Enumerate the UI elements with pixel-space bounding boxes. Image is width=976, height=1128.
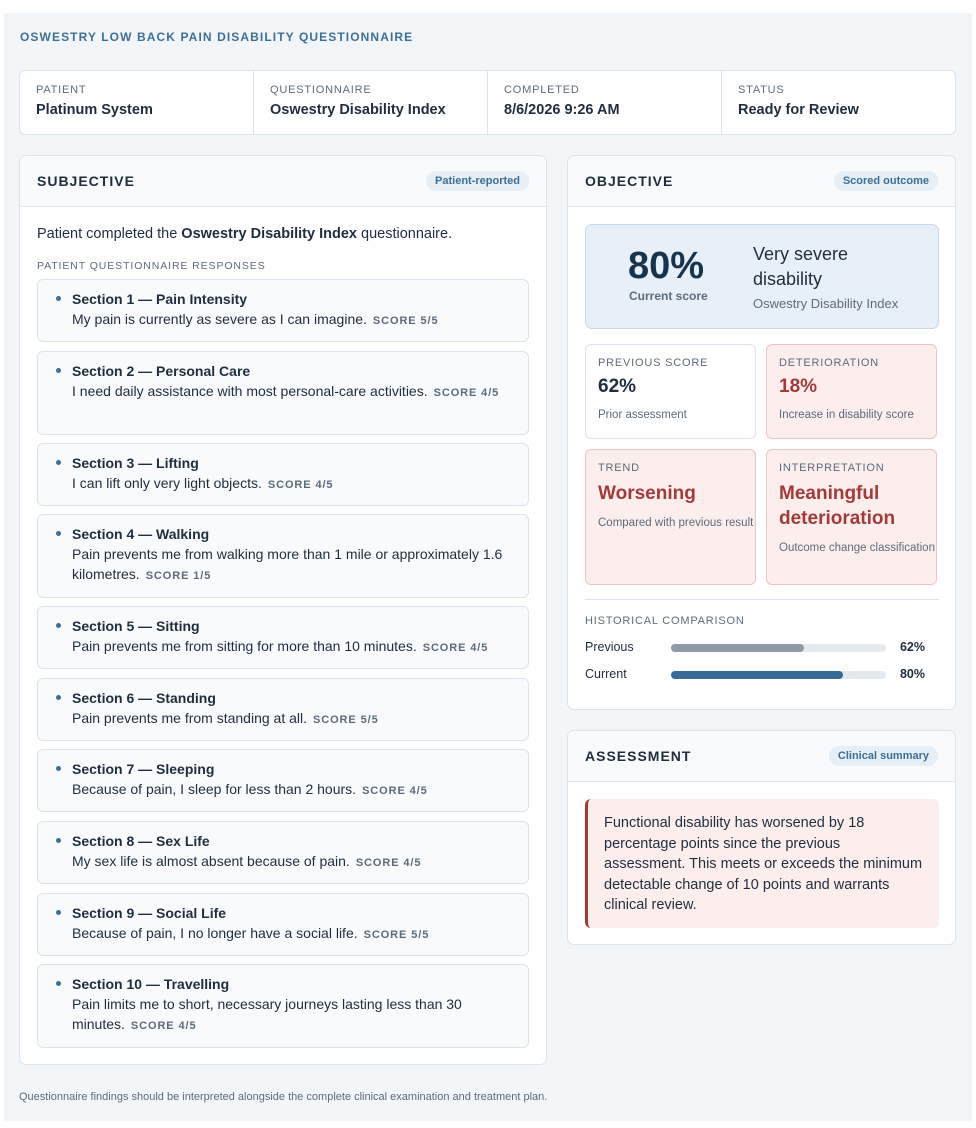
tile-label: PREVIOUS SCORE xyxy=(598,357,709,369)
response-item xyxy=(37,821,529,884)
response-score: SCORE 5/5 xyxy=(363,929,430,941)
info-label: STATUS xyxy=(738,84,785,96)
footer-note: Questionnaire findings should be interpreted alongside the complete clinical examination and treatment plan. xyxy=(19,1091,548,1103)
tile-label: TREND xyxy=(598,462,640,474)
severity-text: Very severe disability xyxy=(753,244,849,289)
current-score-panel xyxy=(585,224,939,329)
previous-score-tile xyxy=(585,344,756,439)
objective-card xyxy=(567,155,956,710)
tile-value: Worsening xyxy=(598,483,696,504)
interpretation-tile xyxy=(766,449,937,585)
tile-subtext: Compared with previous result xyxy=(598,517,754,529)
response-title: Section 2 — Personal Care xyxy=(72,363,251,379)
response-answer: Pain prevents me from sitting for more than 10 minutes. xyxy=(72,638,417,654)
response-text xyxy=(72,381,514,403)
bullet-icon xyxy=(56,766,61,771)
subjective-card xyxy=(19,155,547,1065)
tile-label: INTERPRETATION xyxy=(779,462,885,474)
response-title: Section 1 — Pain Intensity xyxy=(72,291,248,307)
info-questionnaire xyxy=(254,71,488,134)
response-text xyxy=(72,544,514,586)
patient-info-bar xyxy=(19,70,956,135)
subjective-title: SUBJECTIVE xyxy=(37,173,135,189)
bullet-icon xyxy=(56,296,61,301)
response-item xyxy=(37,443,529,506)
response-text xyxy=(72,851,514,873)
bar-track xyxy=(671,644,886,652)
response-score: SCORE 4/5 xyxy=(433,387,500,399)
response-text xyxy=(72,636,514,658)
page xyxy=(4,13,972,1121)
response-title: Section 5 — Sitting xyxy=(72,618,200,634)
assessment-card xyxy=(567,730,956,945)
assessment-text: Functional disability has worsened by 18 percentage points since the previous assessment. This meets or exceeds the minimum detectable change of 10 points and warrants clinical review. xyxy=(585,799,939,928)
tile-subtext: Outcome change classification xyxy=(779,542,935,554)
divider xyxy=(585,599,939,600)
response-score: SCORE 4/5 xyxy=(362,785,428,797)
responses-label: PATIENT QUESTIONNAIRE RESPONSES xyxy=(37,260,266,272)
response-item xyxy=(37,964,529,1048)
current-score-value: 80% xyxy=(628,245,705,287)
info-patient xyxy=(20,71,254,134)
intro-prefix: Patient completed the xyxy=(37,226,182,242)
trend-tile xyxy=(585,449,756,585)
response-title: Section 3 — Lifting xyxy=(72,455,199,471)
info-value: Platinum System xyxy=(36,102,153,118)
response-score: SCORE 4/5 xyxy=(422,642,489,654)
subjective-intro xyxy=(37,226,452,242)
response-item xyxy=(37,279,529,342)
response-answer: My sex life is almost absent because of pain. xyxy=(72,853,350,869)
bullet-icon xyxy=(56,531,61,536)
intro-suffix: questionnaire. xyxy=(356,226,453,242)
objective-header xyxy=(568,156,955,207)
tile-value: 18% xyxy=(779,376,818,397)
bar-fill xyxy=(671,644,804,652)
bar-name: Previous xyxy=(585,640,634,654)
severity-subtext: Oswestry Disability Index xyxy=(753,296,899,311)
info-completed xyxy=(488,71,722,134)
bar-fill xyxy=(671,671,843,679)
response-text xyxy=(72,923,514,945)
subjective-header xyxy=(20,156,546,207)
info-value: Ready for Review xyxy=(738,102,859,118)
response-title: Section 9 — Social Life xyxy=(72,905,227,921)
response-score: SCORE 4/5 xyxy=(355,857,422,869)
historical-comparison-label: HISTORICAL COMPARISON xyxy=(585,615,745,627)
response-item xyxy=(37,514,529,598)
bullet-icon xyxy=(56,695,61,700)
response-score: SCORE 1/5 xyxy=(145,570,212,582)
bar-track xyxy=(671,671,886,679)
history-bar-current xyxy=(585,665,939,685)
bullet-icon xyxy=(56,368,61,373)
intro-questionnaire-name: Oswestry Disability Index xyxy=(181,226,357,242)
response-answer: I need daily assistance with most personal-care activities. xyxy=(72,383,428,399)
info-value: 8/6/2026 9:26 AM xyxy=(504,102,620,118)
response-item xyxy=(37,893,529,956)
response-title: Section 8 — Sex Life xyxy=(72,833,210,849)
bar-name: Current xyxy=(585,667,627,681)
info-label: COMPLETED xyxy=(504,84,580,96)
response-answer: Pain prevents me from standing at all. xyxy=(72,710,308,726)
response-score: SCORE 5/5 xyxy=(313,714,379,726)
response-text xyxy=(72,779,514,801)
deterioration-tile xyxy=(766,344,937,439)
response-title: Section 10 — Travelling xyxy=(72,976,230,992)
tile-value: Meaningful deterioration xyxy=(779,483,896,529)
response-item xyxy=(37,606,529,669)
bullet-icon xyxy=(56,460,61,465)
tile-subtext: Increase in disability score xyxy=(779,409,914,421)
info-label: QUESTIONNAIRE xyxy=(270,84,372,96)
patient-reported-badge: Patient-reported xyxy=(426,171,529,191)
info-label: PATIENT xyxy=(36,84,87,96)
response-answer: Because of pain, I sleep for less than 2 hours. xyxy=(72,781,357,797)
response-score: SCORE 5/5 xyxy=(372,315,439,327)
history-bar-previous xyxy=(585,638,939,658)
tile-value: 62% xyxy=(598,376,637,397)
response-title: Section 7 — Sleeping xyxy=(72,761,215,777)
response-item xyxy=(37,351,529,435)
current-score-label: Current score xyxy=(629,289,708,303)
assessment-title: ASSESSMENT xyxy=(585,748,692,764)
response-score: SCORE 4/5 xyxy=(267,479,334,491)
clinical-summary-badge: Clinical summary xyxy=(829,746,938,766)
response-answer: My pain is currently as severe as I can imagine. xyxy=(72,311,367,327)
bullet-icon xyxy=(56,910,61,915)
bar-value: 80% xyxy=(899,667,925,681)
response-answer: Because of pain, I no longer have a social life. xyxy=(72,925,358,941)
response-title: Section 4 — Walking xyxy=(72,526,210,542)
response-answer: Pain prevents me from walking more than 1 mile or approximately 1.6 kilometres. xyxy=(72,546,503,582)
objective-title: OBJECTIVE xyxy=(585,173,674,189)
tile-label: DETERIORATION xyxy=(779,357,880,369)
tile-subtext: Prior assessment xyxy=(598,409,687,421)
assessment-header xyxy=(568,731,955,782)
response-answer: Pain limits me to short, necessary journeys lasting less than 30 minutes. xyxy=(72,996,462,1032)
response-text xyxy=(72,309,514,331)
bullet-icon xyxy=(56,623,61,628)
response-text xyxy=(72,994,514,1036)
response-title: Section 6 — Standing xyxy=(72,690,216,706)
scored-outcome-badge: Scored outcome xyxy=(834,171,938,191)
bullet-icon xyxy=(56,838,61,843)
response-text xyxy=(72,473,514,495)
response-item xyxy=(37,749,529,812)
app-title: OSWESTRY LOW BACK PAIN DISABILITY QUESTIONNAIRE xyxy=(20,30,414,44)
info-status xyxy=(722,71,955,134)
bullet-icon xyxy=(56,981,61,986)
response-text xyxy=(72,708,514,730)
bar-value: 62% xyxy=(899,640,925,654)
response-score: SCORE 4/5 xyxy=(130,1020,197,1032)
info-value: Oswestry Disability Index xyxy=(270,102,446,118)
response-item xyxy=(37,678,529,741)
response-answer: I can lift only very light objects. xyxy=(72,475,262,491)
